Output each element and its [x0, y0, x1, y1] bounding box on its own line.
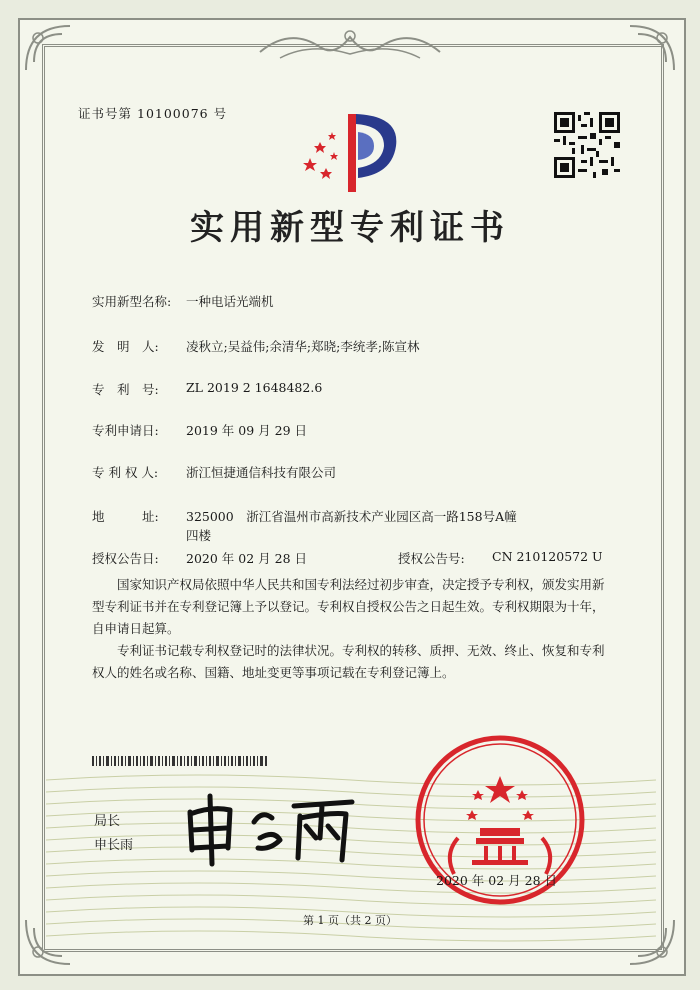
grant-date-value: 2020 年 02 月 28 日: [186, 551, 307, 566]
inventor-label: 发 明 人:: [92, 339, 159, 354]
grant-date-label: 授权公告日:: [92, 551, 159, 566]
qr-code: [554, 112, 620, 178]
corner-ornament-tr: [626, 22, 678, 74]
grant-no-value: CN 210120572 U: [492, 549, 603, 564]
patent-no-value: ZL 2019 2 1648482.6: [186, 380, 323, 395]
statement-paragraph-1: 国家知识产权局依照中华人民共和国专利法经过初步审查，决定授予专利权，颁发实用新型专利证书并在专利登记簿上予以登记。专利权自授权公告之日起生效。专利权期限为十年，自申请日起算。: [92, 577, 605, 636]
signature-name: 申长雨: [94, 838, 134, 853]
address-label: 地 址:: [92, 509, 159, 524]
grant-no-label: 授权公告号:: [398, 551, 465, 566]
statement-paragraph-2: 专利证书记载专利权登记时的法律状况。专利权的转移、质押、无效、终止、恢复和专利权人的姓名或名称、国籍、地址变更等事项记载在专利登记簿上。: [92, 643, 605, 680]
barcode: [92, 756, 268, 766]
cnipa-logo: [296, 112, 406, 194]
apply-date-label: 专利申请日:: [92, 423, 159, 438]
address-value-line2: 四楼: [186, 528, 212, 543]
handwritten-signature: [182, 792, 362, 868]
address-value-line1: 325000 浙江省温州市高新技术产业园区高一路158号A幢: [186, 509, 517, 524]
page-footer: 第 1 页（共 2 页）: [303, 914, 397, 927]
signature-title: 局长: [94, 814, 121, 829]
inventor-value: 凌秋立;吴益伟;余清华;郑晓;李统孝;陈宣林: [186, 339, 420, 354]
holder-value: 浙江恒捷通信科技有限公司: [186, 465, 337, 480]
apply-date-value: 2019 年 09 月 29 日: [186, 423, 307, 438]
name-label: 实用新型名称:: [92, 294, 172, 309]
patent-no-label: 专 利 号:: [92, 382, 159, 397]
name-value: 一种电话光端机: [186, 294, 274, 309]
holder-label: 专 利 权 人:: [92, 465, 159, 480]
certificate-number: 证书号第 10100076 号: [78, 106, 228, 121]
corner-ornament-tl: [22, 22, 74, 74]
top-ornament: [250, 22, 450, 68]
seal-date: 2020 年 02 月 28 日: [436, 873, 557, 888]
certificate-title: 实用新型专利证书: [190, 208, 510, 248]
